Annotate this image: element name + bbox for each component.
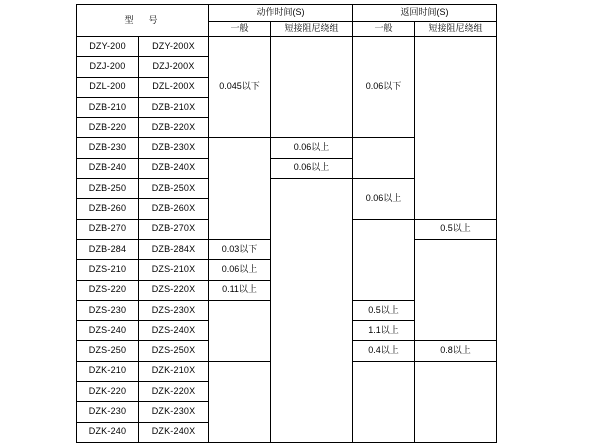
action-time-general — [209, 300, 271, 361]
model-code-primary: DZK-240 — [77, 422, 139, 442]
model-code-primary: DZB-260 — [77, 199, 139, 219]
return-time-general: 0.4以上 — [353, 341, 415, 361]
action-time-general: 0.03以下 — [209, 239, 271, 259]
model-code-primary: DZB-230 — [77, 138, 139, 158]
header-return-general: 一般 — [353, 22, 415, 37]
model-code-primary: DZK-220 — [77, 382, 139, 402]
model-code-secondary: DZK-230X — [139, 402, 209, 422]
model-code-primary: DZS-230 — [77, 300, 139, 320]
action-time-shorted: 0.06以上 — [271, 158, 353, 178]
header-action-time: 动作时间(S) — [209, 5, 353, 22]
model-code-primary: DZB-240 — [77, 158, 139, 178]
return-time-general: 1.1以上 — [353, 321, 415, 341]
model-code-secondary: DZB-270X — [139, 219, 209, 239]
model-code-primary: DZK-210 — [77, 361, 139, 381]
return-time-general: 0.06以下 — [353, 37, 415, 138]
model-code-primary: DZB-270 — [77, 219, 139, 239]
table-body — [77, 37, 497, 443]
model-code-secondary: DZK-220X — [139, 382, 209, 402]
return-time-general: 0.06以上 — [353, 179, 415, 220]
model-code-secondary: DZB-260X — [139, 199, 209, 219]
model-code-primary: DZB-284 — [77, 239, 139, 259]
model-code-secondary: DZB-220X — [139, 118, 209, 138]
header-action-shorted: 短接阻尼绕组 — [271, 22, 353, 37]
header-return-time: 返回时间(S) — [353, 5, 497, 22]
action-time-general — [209, 361, 271, 442]
header-row-top — [77, 5, 497, 22]
model-code-secondary: DZJ-200X — [139, 57, 209, 77]
return-time-shorted: 0.5以上 — [415, 219, 497, 239]
action-time-shorted — [271, 179, 353, 443]
model-code-secondary: DZS-220X — [139, 280, 209, 300]
model-code-primary: DZS-250 — [77, 341, 139, 361]
model-code-secondary: DZS-230X — [139, 300, 209, 320]
model-code-secondary: DZK-210X — [139, 361, 209, 381]
action-time-general — [209, 138, 271, 239]
model-code-primary: DZS-220 — [77, 280, 139, 300]
model-code-secondary: DZK-240X — [139, 422, 209, 442]
specification-table — [76, 4, 497, 443]
model-code-primary: DZL-200 — [77, 77, 139, 97]
return-time-general — [353, 361, 415, 442]
model-code-primary: DZJ-200 — [77, 57, 139, 77]
model-code-primary: DZB-210 — [77, 97, 139, 117]
model-code-secondary: DZB-240X — [139, 158, 209, 178]
table-header — [77, 5, 497, 37]
return-time-shorted — [415, 37, 497, 220]
return-time-shorted: 0.8以上 — [415, 341, 497, 361]
return-time-general — [353, 219, 415, 300]
return-time-general — [353, 138, 415, 179]
action-time-shorted — [271, 37, 353, 138]
model-code-primary: DZB-220 — [77, 118, 139, 138]
model-code-primary: DZS-240 — [77, 321, 139, 341]
model-code-primary: DZB-250 — [77, 179, 139, 199]
return-time-general: 0.5以上 — [353, 300, 415, 320]
model-code-secondary: DZB-250X — [139, 179, 209, 199]
action-time-general: 0.06以上 — [209, 260, 271, 280]
model-code-secondary: DZS-210X — [139, 260, 209, 280]
action-time-shorted: 0.06以上 — [271, 138, 353, 158]
model-code-secondary: DZB-230X — [139, 138, 209, 158]
table-row — [77, 37, 497, 57]
model-code-secondary: DZS-250X — [139, 341, 209, 361]
header-model: 型 号 — [77, 5, 209, 37]
header-action-general: 一般 — [209, 22, 271, 37]
model-code-primary: DZY-200 — [77, 37, 139, 57]
return-time-shorted — [415, 361, 497, 442]
model-code-primary: DZK-230 — [77, 402, 139, 422]
model-code-secondary: DZY-200X — [139, 37, 209, 57]
model-code-secondary: DZS-240X — [139, 321, 209, 341]
model-code-secondary: DZL-200X — [139, 77, 209, 97]
model-code-primary: DZS-210 — [77, 260, 139, 280]
action-time-general: 0.045以下 — [209, 37, 271, 138]
header-return-shorted: 短接阻尼绕组 — [415, 22, 497, 37]
model-code-secondary: DZB-210X — [139, 97, 209, 117]
return-time-shorted — [415, 239, 497, 340]
model-code-secondary: DZB-284X — [139, 239, 209, 259]
action-time-general: 0.11以上 — [209, 280, 271, 300]
